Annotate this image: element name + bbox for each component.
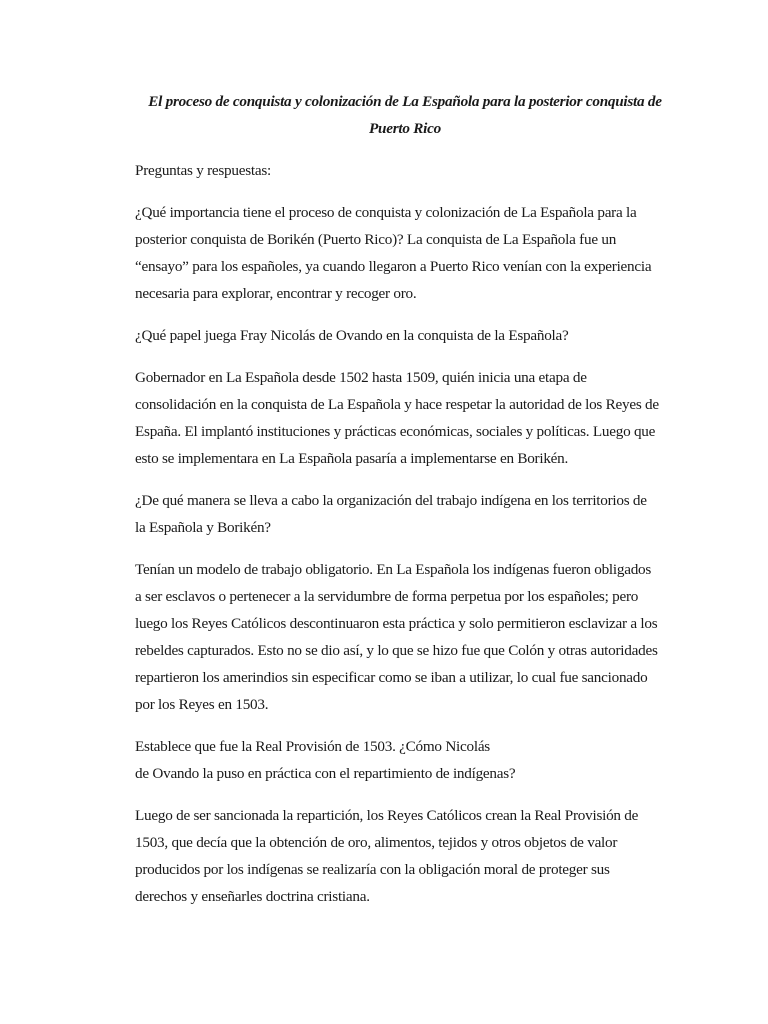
title-line: Puerto Rico (369, 120, 441, 137)
text-line: 1503, que decía que la obtención de oro, alimentos, tejidos y otros objetos de valor (135, 834, 618, 851)
text-line: ¿Qué papel juega Fray Nicolás de Ovando en la conquista de la Española? (135, 327, 569, 344)
answer-paragraph (135, 556, 675, 718)
text-line: Gobernador en La Española desde 1502 hasta 1509, quién inicia una etapa de (135, 369, 587, 386)
text-line: de Ovando la puso en práctica con el repartimiento de indígenas? (135, 765, 516, 782)
text-line: la Española y Borikén? (135, 519, 271, 536)
text-line: por los Reyes en 1503. (135, 696, 269, 713)
text-line: ¿De qué manera se lleva a cabo la organización del trabajo indígena en los territorios de (135, 492, 647, 509)
text-line: posterior conquista de Borikén (Puerto Rico)? La conquista de La Española fue un (135, 231, 617, 248)
question-answer-paragraph (135, 199, 675, 307)
text-line: a ser esclavos o pertenecer a la servidumbre de forma perpetua por los españoles; pero (135, 588, 639, 605)
text-line: producidos por los indígenas se realizaría con la obligación moral de proteger sus (135, 861, 610, 878)
document-body (135, 88, 675, 925)
text-line: derechos y enseñarles doctrina cristiana. (135, 888, 370, 905)
text-line: España. El implantó instituciones y prácticas económicas, sociales y políticas. Luego que (135, 423, 656, 440)
text-line: ¿Qué importancia tiene el proceso de conquista y colonización de La Española para la (135, 204, 637, 221)
text-line: “ensayo” para los españoles, ya cuando llegaron a Puerto Rico venían con la experiencia (135, 258, 652, 275)
answer-paragraph (135, 802, 675, 910)
text-line: rebeldes capturados. Esto no se dio así, y lo que se hizo fue que Colón y otras autoridades (135, 642, 658, 659)
question-paragraph (135, 322, 675, 349)
text-line: consolidación en la conquista de La Española y hace respetar la autoridad de los Reyes de (135, 396, 659, 413)
question-paragraph (135, 487, 675, 541)
title-line: El proceso de conquista y colonización de La Española para la posterior conquista de (148, 93, 662, 110)
text-line: Luego de ser sancionada la repartición, los Reyes Católicos crean la Real Provisión de (135, 807, 639, 824)
answer-paragraph (135, 364, 675, 472)
text-line: Preguntas y respuestas: (135, 162, 271, 179)
text-line: necesaria para explorar, encontrar y recoger oro. (135, 285, 417, 302)
text-line: repartieron los amerindios sin especificar como se iban a utilizar, lo cual fue sancionado (135, 669, 648, 686)
text-line: Tenían un modelo de trabajo obligatorio. En La Española los indígenas fueron obligados (135, 561, 652, 578)
question-paragraph (135, 733, 675, 787)
text-line: Establece que fue la Real Provisión de 1503. ¿Cómo Nicolás (135, 738, 490, 755)
section-heading (135, 157, 675, 184)
text-line: luego los Reyes Católicos descontinuaron esta práctica y solo permitieron esclavizar a los (135, 615, 658, 632)
document-title (125, 88, 685, 142)
text-line: esto se implementara en La Española pasaría a implementarse en Borikén. (135, 450, 569, 467)
